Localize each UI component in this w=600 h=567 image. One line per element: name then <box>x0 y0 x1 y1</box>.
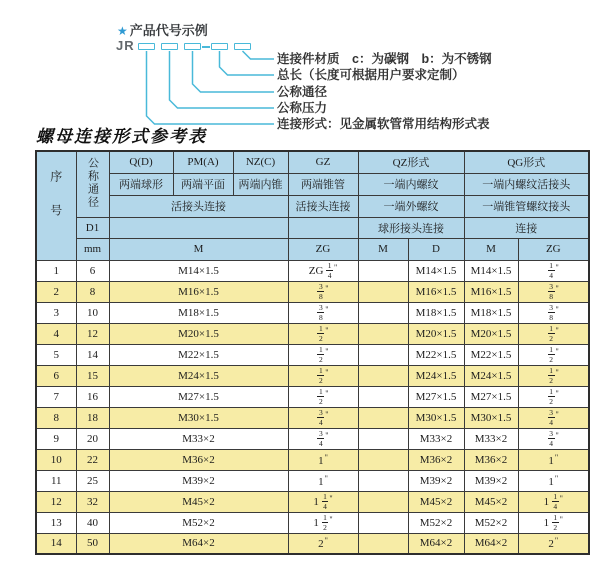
code-box-2 <box>161 43 178 50</box>
code-label-connection-form: 连接形式：见金属软管常用结构形式表 <box>277 117 490 131</box>
cell-gz: ZG $\frac{1}{4}$ " <box>288 260 358 281</box>
cell-qg-m: M16×1.5 <box>464 281 518 302</box>
table-row <box>36 491 589 512</box>
cell-seq: 3 <box>36 302 76 323</box>
cell-thread-m: M20×1.5 <box>109 323 288 344</box>
cell-seq: 12 <box>36 491 76 512</box>
cell-thread-m: M14×1.5 <box>109 260 288 281</box>
table-row <box>36 449 589 470</box>
cell-gz: $\frac{1}{2}$ " <box>288 365 358 386</box>
cell-seq: 9 <box>36 428 76 449</box>
cell-qg-m: M36×2 <box>464 449 518 470</box>
cell-qz-m <box>358 302 408 323</box>
cell-gz: $\frac{1}{2}$ " <box>288 386 358 407</box>
col-header-qg: QG形式 <box>464 151 589 173</box>
col-header-seq-label: 序号 <box>48 170 63 239</box>
cell-qg-m: M33×2 <box>464 428 518 449</box>
cell-qz-m <box>358 428 408 449</box>
cell-qg-m: M22×1.5 <box>464 344 518 365</box>
cell-qz-m <box>358 533 408 554</box>
col-header-qz: QZ形式 <box>358 151 464 173</box>
cell-qz-d: M36×2 <box>408 449 464 470</box>
cell-gz: $\frac{3}{8}$ " <box>288 302 358 323</box>
code-prefix: JR <box>116 38 135 53</box>
header-empty-left <box>109 217 288 238</box>
cell-qg-m: M24×1.5 <box>464 365 518 386</box>
code-dash-separator <box>202 46 210 48</box>
col-header-nominal-dia <box>76 151 109 217</box>
cell-seq: 6 <box>36 365 76 386</box>
cell-qz-d: M30×1.5 <box>408 407 464 428</box>
cell-seq: 2 <box>36 281 76 302</box>
cell-qz-m <box>358 323 408 344</box>
cell-seq: 10 <box>36 449 76 470</box>
code-box-4 <box>211 43 228 50</box>
cell-thread-m: M27×1.5 <box>109 386 288 407</box>
cell-qz-m <box>358 407 408 428</box>
cell-qg-m: M27×1.5 <box>464 386 518 407</box>
table-row <box>36 302 589 323</box>
cell-qg-zg: $\frac{1}{2}$ " <box>518 386 589 407</box>
cell-qg-zg: $\frac{3}{4}$ " <box>518 428 589 449</box>
code-box-5 <box>234 43 251 50</box>
cell-mm: 6 <box>76 260 109 281</box>
col-header-pm: PM(A) <box>173 151 233 173</box>
header-qg-connection: 连接 <box>464 217 589 238</box>
cell-gz: $\frac{1}{2}$ " <box>288 344 358 365</box>
diagram-heading <box>117 20 208 39</box>
header-unit-zg2: ZG <box>518 238 589 260</box>
cell-qg-m: M18×1.5 <box>464 302 518 323</box>
cell-thread-m: M22×1.5 <box>109 344 288 365</box>
table-row <box>36 386 589 407</box>
cell-qg-zg: 1 $\frac{1}{2}$ " <box>518 512 589 533</box>
cell-qz-d: M33×2 <box>408 428 464 449</box>
header-unit-zg1: ZG <box>288 238 358 260</box>
table-row <box>36 365 589 386</box>
code-label-material: 连接件材质 c：为碳钢 b：为不锈钢 <box>277 52 492 66</box>
header-gz-sub: 两端锥管 <box>288 173 358 195</box>
cell-mm: 22 <box>76 449 109 470</box>
cell-mm: 16 <box>76 386 109 407</box>
cell-thread-m: M33×2 <box>109 428 288 449</box>
cell-qz-m <box>358 512 408 533</box>
col-header-q: Q(D) <box>109 151 173 173</box>
header-mm: mm <box>76 238 109 260</box>
cell-qz-d: M39×2 <box>408 470 464 491</box>
cell-mm: 15 <box>76 365 109 386</box>
nut-connection-reference-table <box>35 150 590 555</box>
cell-gz: $\frac{3}{4}$ " <box>288 428 358 449</box>
cell-seq: 8 <box>36 407 76 428</box>
cell-mm: 20 <box>76 428 109 449</box>
cell-seq: 14 <box>36 533 76 554</box>
header-qg-sub1: 一端内螺纹活接头 <box>464 173 589 195</box>
cell-mm: 25 <box>76 470 109 491</box>
header-qz-sub2: 一端外螺纹 <box>358 195 464 217</box>
cell-qg-zg: $\frac{1}{2}$ " <box>518 365 589 386</box>
table-row <box>36 470 589 491</box>
cell-thread-m: M36×2 <box>109 449 288 470</box>
table-row <box>36 428 589 449</box>
cell-qg-zg: $\frac{1}{2}$ " <box>518 344 589 365</box>
cell-qz-d: M45×2 <box>408 491 464 512</box>
cell-gz: 1 $\frac{1}{2}$ " <box>288 512 358 533</box>
header-q-sub: 两端球形 <box>109 173 173 195</box>
cell-mm: 50 <box>76 533 109 554</box>
header-qg-sub2: 一端锥管螺纹接头 <box>464 195 589 217</box>
cell-qg-zg: 1" <box>518 470 589 491</box>
cell-qz-m <box>358 344 408 365</box>
table-row <box>36 260 589 281</box>
cell-thread-m: M16×1.5 <box>109 281 288 302</box>
header-unit-m3: M <box>464 238 518 260</box>
cell-seq: 5 <box>36 344 76 365</box>
cell-gz: $\frac{3}{4}$ " <box>288 407 358 428</box>
cell-thread-m: M45×2 <box>109 491 288 512</box>
header-gz-connection: 活接头连接 <box>288 195 358 217</box>
cell-qg-m: M20×1.5 <box>464 323 518 344</box>
cell-thread-m: M24×1.5 <box>109 365 288 386</box>
table-row <box>36 533 589 554</box>
cell-thread-m: M18×1.5 <box>109 302 288 323</box>
cell-qg-m: M45×2 <box>464 491 518 512</box>
col-header-seq <box>36 151 76 260</box>
cell-qz-m <box>358 470 408 491</box>
header-unit-d: D <box>408 238 464 260</box>
cell-gz: 1" <box>288 449 358 470</box>
cell-qz-m <box>358 281 408 302</box>
cell-gz: 1" <box>288 470 358 491</box>
cell-seq: 13 <box>36 512 76 533</box>
cell-qz-d: M14×1.5 <box>408 260 464 281</box>
header-unit-m1: M <box>109 238 288 260</box>
cell-qg-m: M30×1.5 <box>464 407 518 428</box>
cell-qz-d: M20×1.5 <box>408 323 464 344</box>
cell-gz: $\frac{1}{2}$ " <box>288 323 358 344</box>
cell-seq: 4 <box>36 323 76 344</box>
cell-thread-m: M52×2 <box>109 512 288 533</box>
cell-qz-m <box>358 491 408 512</box>
cell-seq: 11 <box>36 470 76 491</box>
table-row <box>36 512 589 533</box>
header-d1: D1 <box>76 217 109 238</box>
table-row <box>36 323 589 344</box>
header-unit-m2: M <box>358 238 408 260</box>
cell-seq: 1 <box>36 260 76 281</box>
cell-qz-m <box>358 365 408 386</box>
cell-qz-d: M27×1.5 <box>408 386 464 407</box>
cell-qg-zg: $\frac{3}{8}$ " <box>518 302 589 323</box>
cell-gz: 2" <box>288 533 358 554</box>
cell-thread-m: M30×1.5 <box>109 407 288 428</box>
cell-mm: 8 <box>76 281 109 302</box>
cell-qz-m <box>358 449 408 470</box>
cell-qz-d: M24×1.5 <box>408 365 464 386</box>
cell-qg-m: M64×2 <box>464 533 518 554</box>
cell-thread-m: M64×2 <box>109 533 288 554</box>
cell-qg-zg: $\frac{1}{4}$ " <box>518 260 589 281</box>
cell-qg-m: M52×2 <box>464 512 518 533</box>
cell-qz-d: M16×1.5 <box>408 281 464 302</box>
cell-gz: $\frac{3}{8}$ " <box>288 281 358 302</box>
diagram-heading-text: 产品代号示例 <box>129 23 208 38</box>
code-label-total-length: 总长（长度可根据用户要求定制） <box>277 68 465 82</box>
cell-qg-zg: 2" <box>518 533 589 554</box>
cell-mm: 32 <box>76 491 109 512</box>
cell-mm: 12 <box>76 323 109 344</box>
cell-qg-m: M14×1.5 <box>464 260 518 281</box>
cell-seq: 7 <box>36 386 76 407</box>
cell-qg-zg: $\frac{3}{8}$ " <box>518 281 589 302</box>
cell-qg-zg: $\frac{1}{2}$ " <box>518 323 589 344</box>
cell-mm: 14 <box>76 344 109 365</box>
cell-qz-d: M18×1.5 <box>408 302 464 323</box>
code-label-nominal-pressure: 公称压力 <box>277 101 328 115</box>
cell-qz-m <box>358 386 408 407</box>
code-box-3 <box>184 43 201 50</box>
cell-qg-zg: $\frac{3}{4}$ " <box>518 407 589 428</box>
col-header-nz: NZ(C) <box>233 151 288 173</box>
header-qz-connection: 球形接头连接 <box>358 217 464 238</box>
col-header-gz: GZ <box>288 151 358 173</box>
table-title: 螺母连接形式参考表 <box>36 127 207 147</box>
header-nz-sub: 两端内锥 <box>233 173 288 195</box>
cell-qz-d: M52×2 <box>408 512 464 533</box>
table-row <box>36 407 589 428</box>
cell-qz-d: M22×1.5 <box>408 344 464 365</box>
header-qz-sub1: 一端内螺纹 <box>358 173 464 195</box>
cell-mm: 40 <box>76 512 109 533</box>
cell-mm: 18 <box>76 407 109 428</box>
header-pm-sub: 两端平面 <box>173 173 233 195</box>
cell-gz: 1 $\frac{1}{4}$ " <box>288 491 358 512</box>
cell-qg-zg: 1" <box>518 449 589 470</box>
cell-qz-d: M64×2 <box>408 533 464 554</box>
cell-thread-m: M39×2 <box>109 470 288 491</box>
code-label-nominal-diameter: 公称通径 <box>277 85 328 99</box>
code-box-1 <box>138 43 155 50</box>
header-union-connection: 活接头连接 <box>109 195 288 217</box>
header-empty-gz <box>288 217 358 238</box>
cell-qz-m <box>358 260 408 281</box>
col-header-nominal-dia-label: 公称通径 <box>86 156 99 209</box>
cell-mm: 10 <box>76 302 109 323</box>
cell-qg-zg: 1 $\frac{1}{4}$ " <box>518 491 589 512</box>
star-icon: ★ <box>117 24 128 38</box>
cell-qg-m: M39×2 <box>464 470 518 491</box>
table-row <box>36 344 589 365</box>
table-row <box>36 281 589 302</box>
